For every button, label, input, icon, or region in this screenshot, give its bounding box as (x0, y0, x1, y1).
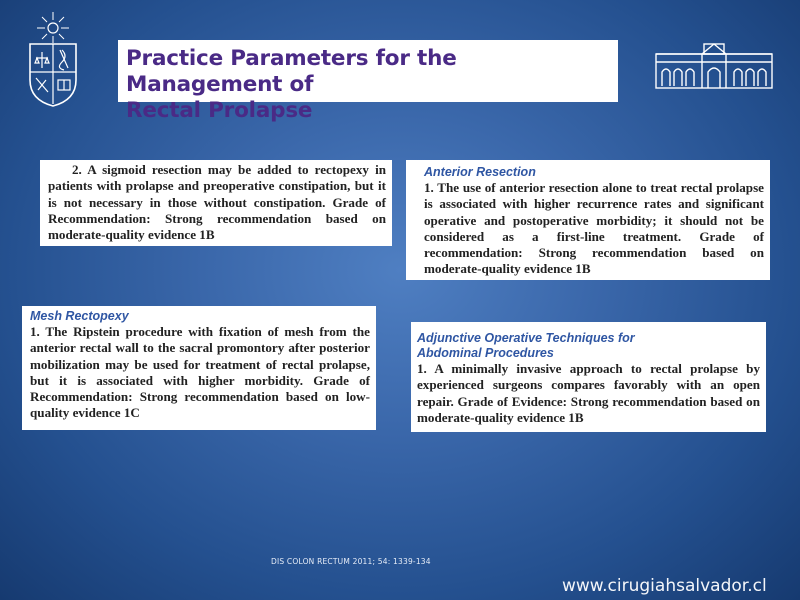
anterior-resection-heading: Anterior Resection (424, 165, 536, 179)
citation: DIS COLON RECTUM 2011; 54: 1339-134 (271, 557, 431, 566)
sigmoid-resection-card (40, 160, 392, 246)
adjunctive-heading-line-2: Abdominal Procedures (417, 346, 554, 360)
mesh-rectopexy-card (22, 306, 376, 430)
anterior-resection-card (406, 160, 770, 280)
sigmoid-resection-text: 2. A sigmoid resection may be added to rectopexy in patients with prolapse and preoperative constipation, but it is not necessary in those without constipation. Grade of Recommendation: Strong recommendation based on moderate-quality evidence 1B (48, 162, 386, 243)
website-url: www.cirugiahsalvador.cl (562, 576, 767, 596)
title-box (118, 40, 618, 123)
adjunctive-heading-line-1: Adjunctive Operative Techniques for (417, 331, 635, 345)
adjunctive-techniques-text: 1. A minimally invasive approach to rectal prolapse by experienced surgeons compares favorably with an open repair. Grade of Evidence: Strong recommendation based on moderate-quality evidence 1B (417, 361, 760, 425)
anterior-resection-text: 1. The use of anterior resection alone to treat rectal prolapse is associated with higher recurrence rates and significant operative and postoperative morbidity; it should not be considered as a first-line treatment. Grade of recommendation: Strong recommendation based on moderate-quality evidence 1B (424, 180, 764, 277)
mesh-rectopexy-heading: Mesh Rectopexy (30, 309, 129, 323)
university-crest-icon (24, 10, 82, 108)
mesh-rectopexy-text: 1. The Ripstein procedure with fixation of mesh from the anterior rectal wall to the sacral promontory after posterior mobilization may be used for treatment of rectal prolapse, but it is associated with higher morbidity. Grade of Recommendation: Strong recommendation based on low-quality evidence 1C (30, 324, 370, 421)
page-title-line-2: Rectal Prolapse (126, 98, 313, 123)
hospital-building-icon (654, 42, 774, 90)
page-title-line-1: Practice Parameters for the Management of (126, 46, 457, 97)
adjunctive-techniques-card (411, 322, 766, 432)
